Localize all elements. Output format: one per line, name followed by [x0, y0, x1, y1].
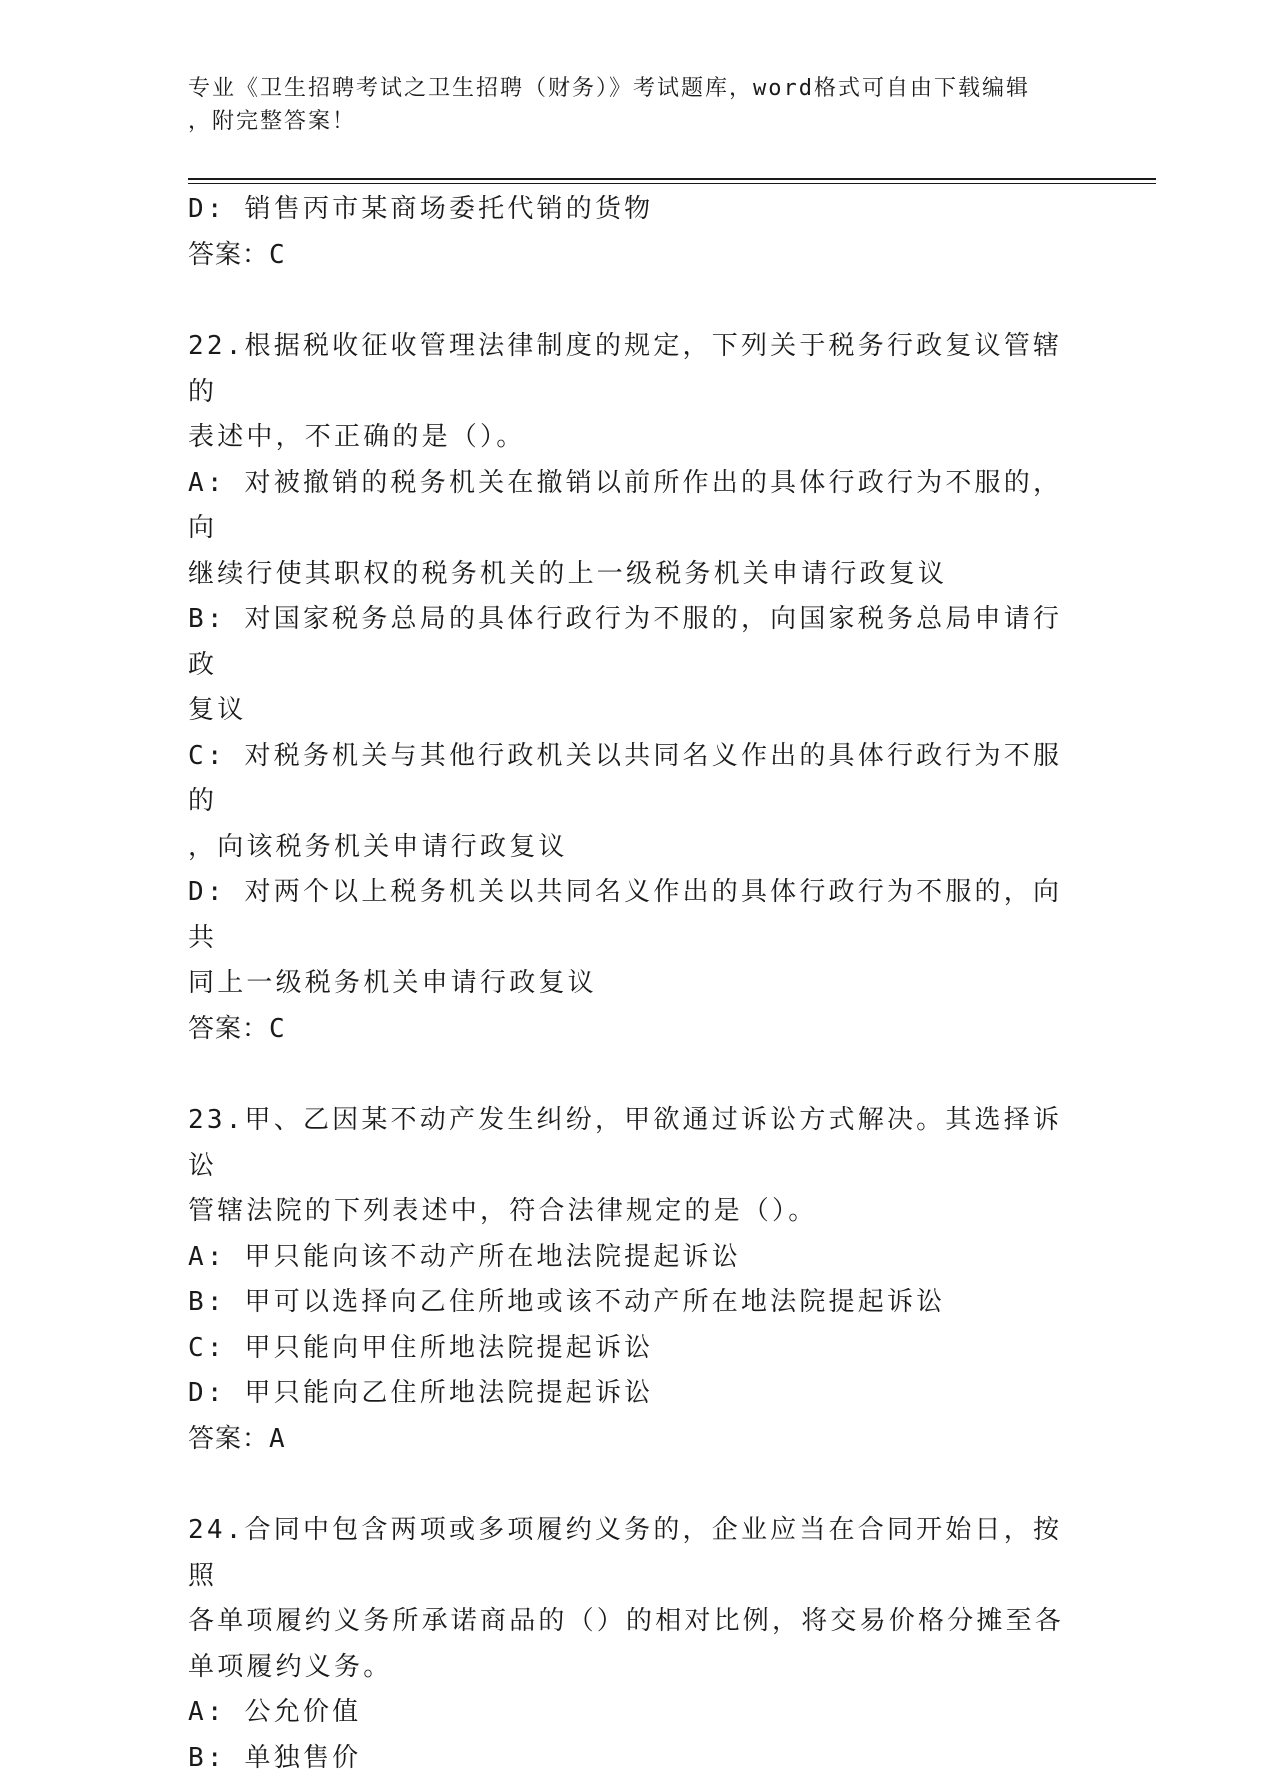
answer: 答案：C [188, 1007, 1078, 1053]
header-line-1: 专业《卫生招聘考试之卫生招聘（财务）》考试题库，word格式可自由下载编辑 [188, 72, 1088, 105]
header-divider-thin [188, 183, 1156, 184]
option-b: B: 甲可以选择向乙住所地或该不动产所在地法院提起诉讼 [188, 1280, 1078, 1326]
spacer [188, 278, 1078, 324]
option-c: C: 对税务机关与其他行政机关以共同名义作出的具体行政行为不服的 [188, 734, 1078, 825]
option-b-cont: 复议 [188, 688, 1078, 734]
header-line-2: ，附完整答案！ [188, 105, 1088, 138]
option-a-cont: 继续行使其职权的税务机关的上一级税务机关申请行政复议 [188, 552, 1078, 598]
question-23 [188, 1098, 1078, 1462]
option-a: A: 对被撤销的税务机关在撤销以前所作出的具体行政行为不服的，向 [188, 461, 1078, 552]
option-d: D: 甲只能向乙住所地法院提起诉讼 [188, 1371, 1078, 1417]
spacer [188, 1462, 1078, 1508]
option-d: D: 销售丙市某商场委托代销的货物 [188, 187, 1078, 233]
spacer [188, 1052, 1078, 1098]
page-header [188, 72, 1088, 138]
option-d: D: 对两个以上税务机关以共同名义作出的具体行政行为不服的，向共 [188, 870, 1078, 961]
previous-question-tail [188, 187, 1078, 278]
question-stem: 22.根据税收征收管理法律制度的规定，下列关于税务行政复议管辖的 [188, 324, 1078, 415]
answer: 答案：C [188, 233, 1078, 279]
header-divider-thick [188, 178, 1156, 180]
option-b: B: 对国家税务总局的具体行政行为不服的，向国家税务总局申请行政 [188, 597, 1078, 688]
question-stem: 各单项履约义务所承诺商品的（）的相对比例，将交易价格分摊至各 [188, 1599, 1078, 1645]
question-22 [188, 324, 1078, 1052]
question-24 [188, 1508, 1078, 1781]
question-stem: 管辖法院的下列表述中，符合法律规定的是（）。 [188, 1189, 1078, 1235]
option-b: B: 单独售价 [188, 1736, 1078, 1781]
option-c-cont: ，向该税务机关申请行政复议 [188, 825, 1078, 871]
answer: 答案：A [188, 1417, 1078, 1463]
question-stem: 表述中，不正确的是（）。 [188, 415, 1078, 461]
option-a: A: 公允价值 [188, 1690, 1078, 1736]
option-d-cont: 同上一级税务机关申请行政复议 [188, 961, 1078, 1007]
question-stem: 24.合同中包含两项或多项履约义务的，企业应当在合同开始日，按照 [188, 1508, 1078, 1599]
question-stem: 单项履约义务。 [188, 1645, 1078, 1691]
question-content [188, 187, 1078, 1781]
question-stem: 23.甲、乙因某不动产发生纠纷，甲欲通过诉讼方式解决。其选择诉讼 [188, 1098, 1078, 1189]
option-a: A: 甲只能向该不动产所在地法院提起诉讼 [188, 1235, 1078, 1281]
option-c: C: 甲只能向甲住所地法院提起诉讼 [188, 1326, 1078, 1372]
